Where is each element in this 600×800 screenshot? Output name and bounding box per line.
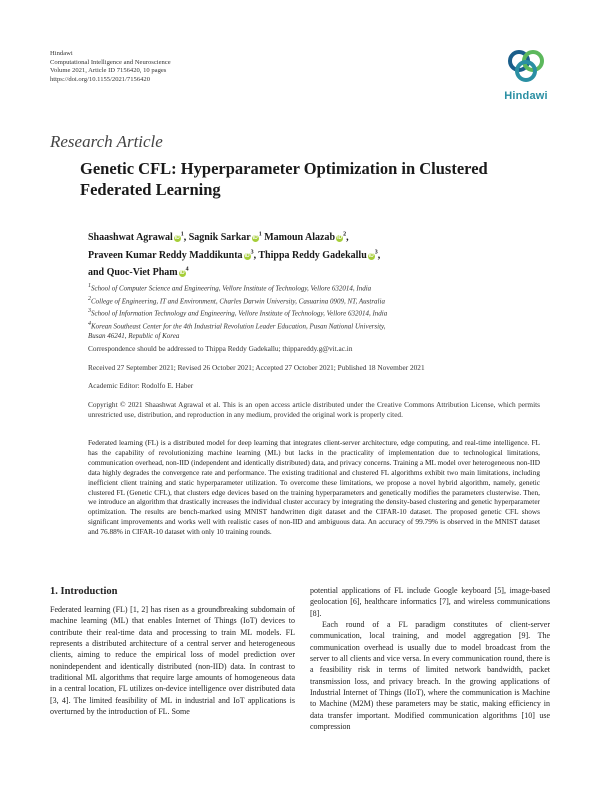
body-column-right xyxy=(310,585,550,732)
affiliation-continued: Busan 46241, Republic of Korea xyxy=(88,332,180,341)
volume-line: Volume 2021, Article ID 7156420, 10 pages xyxy=(50,67,167,75)
body-column-left xyxy=(50,585,295,717)
affiliation: $^2$College of Engineering, IT and Environment, Charles Darwin University, Casuarina 0909, NT, Australia xyxy=(88,295,385,305)
orcid-icon[interactable]: iD xyxy=(244,252,250,259)
orcid-icon[interactable]: iD xyxy=(252,235,258,242)
paragraph: Federated learning (FL) [1, 2] has risen as a groundbreaking subdomain of machine learning (ML) that enables Internet of Things (IoT) devices to contribute their real-time data and processing to train ML models. FL represents a distributed architecture of a central server and heterogeneous clients, aiming to reduce the empirical loss of model prediction over nonindependent and identically distributed (non-IID) data. In contrast to traditional ML algorithms that require large amounts of homogeneous data in a central location, FL utilizes on-device intelligence over distributed data [3, 4]. The limited feasibility of ML in industrial and IoT applications is overturned by the introduction of FL. Some xyxy=(50,605,295,717)
logo-wordmark: Hindawi xyxy=(504,90,548,102)
paragraph: potential applications of FL include Google keyboard [5], image-based geolocation [6], healthcare informatics [7], and wireless communications [8]. xyxy=(310,586,550,618)
article-dates: Received 27 September 2021; Revised 26 October 2021; Accepted 27 October 2021; Published 18 November 2021 xyxy=(88,363,425,372)
author: Shaashwat Agrawal $iD^1$, xyxy=(88,232,189,244)
article-type: Research Article xyxy=(50,132,163,151)
doi-link[interactable]: https://doi.org/10.1155/2021/7156420 xyxy=(50,75,151,83)
author: Thippa Reddy Gadekallu $iD^3$, xyxy=(258,249,381,261)
affiliations xyxy=(88,281,528,341)
publisher-name: Hindawi xyxy=(50,50,73,57)
affiliation: $^4$Korean Southeast Center for the 4th Industrial Revolution Leader Education, Pusan National University, xyxy=(88,320,386,330)
author: Mamoun Alazab $iD^2$, xyxy=(264,232,349,244)
author: and Quoc-Viet Pham $iD^4$ xyxy=(88,266,189,278)
section-heading: 1. Introduction xyxy=(50,586,118,597)
orcid-icon[interactable]: iD xyxy=(179,269,185,276)
author-list xyxy=(88,228,528,280)
abstract: Federated learning (FL) is a distributed model for deep learning that integrates client-server architecture, edge computing, and real-time intelligence. FL has the capability of revolutionizing machine learning (ML) but lacks in the practicality of implementation due to technological limitations, communication overhead, non-IID (independent and identically distributed) data, and privacy concerns. Training a ML model over heterogeneous non-IID data highly degrades the convergence rate and performance. The existing traditional and clustered FL algorithms exhibit two main limitations, including inefficient client training and static hyperparameter utilization. To overcome these limitations, we propose a novel hybrid algorithm, namely, genetic clustered FL (Genetic CFL), that clusters edge devices based on the training hyperparameters and genetically modifies the parameters clusterwise. Then, we introduce an algorithm that drastically increases the individual cluster accuracy by integrating the density-based clustering and genetic hyperparameter optimization. The results are bench-marked using MNIST handwritten digit dataset and the CIFAR-10 dataset. The proposed genetic CFL shows significant improvements and works well with realistic cases of non-IID and ambiguous data. An accuracy of 99.79% is observed in the MNIST dataset and 76.88% in CIFAR-10 dataset with only 10 training rounds. xyxy=(88,438,540,537)
paper-title: Genetic CFL: Hyperparameter Optimization in Clustered Federated Learning xyxy=(80,159,488,199)
journal-name: Computational Intelligence and Neuroscience xyxy=(50,58,171,66)
author: Sagnik Sarkar $iD^1$ xyxy=(188,232,262,244)
orcid-icon[interactable]: iD xyxy=(174,235,180,242)
paragraph: Each round of a FL paradigm constitutes of client-server communication, local training, and model aggregation [9]. The communication overhead is usually due to model broadcast from the server to all clients and vice versa. In every communication round, there is a feasibility risk in terms of limited network bandwidth, packet transmission loss, and privacy breach. In the growing applications of Industrial Internet of Things (IIoT), where the communication is Machine to Machine (M2M) these parameters may be static, making efficiency in data transfer important. Modified communication algorithms [10] use compression xyxy=(310,620,550,732)
copyright-notice: Copyright © 2021 Shaashwat Agrawal et al. This is an open access article distributed under the Creative Commons Attribution License, which permits unrestricted use, distribution, and reproduction in any medium, provided the original work is properly cited. xyxy=(88,400,540,419)
orcid-icon[interactable]: iD xyxy=(368,252,374,259)
author: Praveen Kumar Reddy Maddikunta $iD^3$, xyxy=(88,249,259,261)
affiliation: $^3$School of Information Technology and Engineering, Vellore Institute of Technology, Vellore 632014, India xyxy=(88,308,388,318)
hindawi-logo xyxy=(497,48,555,102)
academic-editor: Academic Editor: Rodolfo E. Haber xyxy=(88,381,194,390)
hindawi-rings-icon xyxy=(501,48,551,84)
orcid-icon[interactable]: iD xyxy=(337,235,343,242)
correspondence: Correspondence should be addressed to Thippa Reddy Gadekallu; thippareddy.g@vit.ac.in xyxy=(88,344,353,353)
journal-metadata xyxy=(50,50,171,84)
affiliation: $^1$School of Computer Science and Engineering, Vellore Institute of Technology, Vellore 632014, India xyxy=(88,283,372,293)
